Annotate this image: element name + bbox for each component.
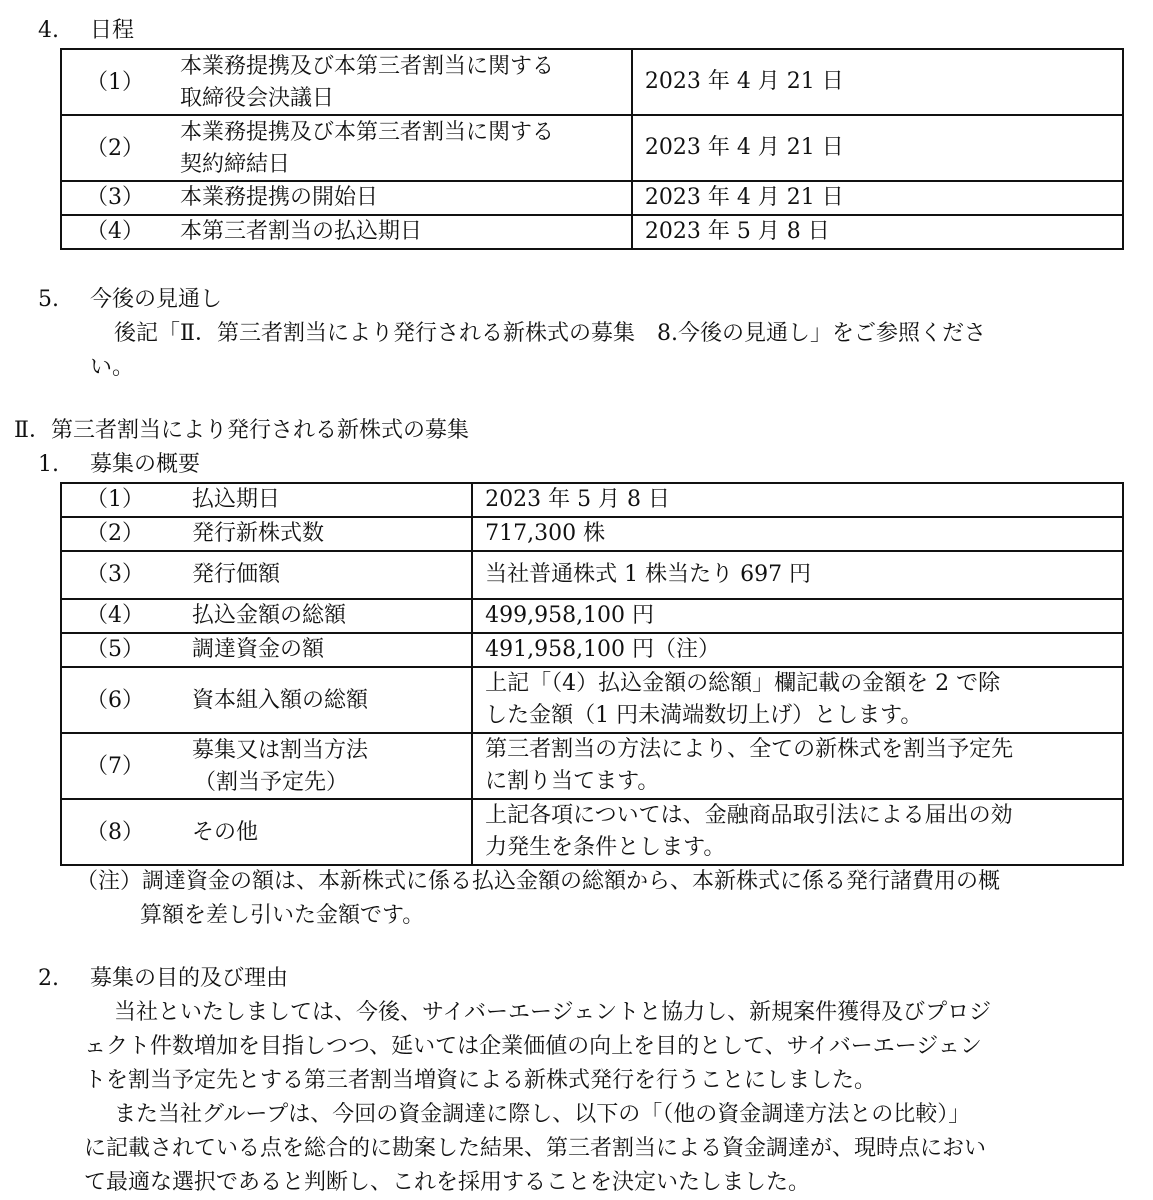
subsection-1-number: 1. <box>38 452 59 477</box>
subsection-2-heading: 募集の目的及び理由 <box>90 966 289 991</box>
overview-row <box>61 633 1123 667</box>
schedule-row <box>61 49 1123 115</box>
schedule-row <box>61 181 1123 215</box>
row-label-line: その他 <box>192 820 259 845</box>
offering-overview-table <box>60 482 1124 866</box>
schedule-table <box>60 48 1124 250</box>
section-4-number: 4. <box>38 18 59 43</box>
row-label-line: 調達資金の額 <box>192 637 325 662</box>
schedule-label-cell <box>61 115 632 181</box>
row-label-line: 取締役会決議日 <box>180 86 335 111</box>
subsection-1-heading: 募集の概要 <box>90 452 201 477</box>
row-label-line: 契約締結日 <box>180 152 291 177</box>
purpose-body-line: て最適な選択であると判断し、これを採用することを決定いたしました。 <box>84 1170 811 1195</box>
row-number: （3） <box>86 185 144 210</box>
section-5-heading: 今後の見通し <box>90 287 223 312</box>
schedule-row <box>61 215 1123 249</box>
row-value-line: 717,300 株 <box>472 517 1123 551</box>
row-label-line: 発行新株式数 <box>192 520 325 546</box>
section-5-body-line: 後記「Ⅱ．第三者割当により発行される新株式の募集 8.今後の見通し」をご参照くださ <box>114 321 986 346</box>
row-number: （5） <box>86 637 144 662</box>
row-value-line: 499,958,100 円 <box>472 599 1123 633</box>
row-label-line: 払込期日 <box>192 486 281 512</box>
section-5-body-line: い。 <box>90 355 135 380</box>
row-label-line: 本業務提携及び本第三者割当に関する <box>180 120 555 145</box>
schedule-label-cell <box>61 215 632 249</box>
row-label-line: （割当予定先） <box>194 770 349 795</box>
purpose-body-line: 当社といたしましては、今後、サイバーエージェントと協力し、新規案件獲得及びプロジ <box>114 1000 992 1025</box>
schedule-date: 2023 年 4 月 21 日 <box>632 115 1123 181</box>
overview-row <box>61 733 1123 799</box>
row-label-line: 募集又は割当方法 <box>192 738 369 763</box>
purpose-body-line: トを割当予定先とする第三者割当増資による新株式発行を行うことにしました。 <box>84 1068 877 1093</box>
schedule-date: 2023 年 4 月 21 日 <box>632 49 1123 115</box>
row-value-line: 上記「（4）払込金額の総額」欄記載の金額を 2 で除 <box>485 671 1001 696</box>
overview-row <box>61 517 1123 551</box>
section-5-number: 5. <box>38 287 59 312</box>
section-4-heading: 日程 <box>90 18 135 43</box>
row-value-line: 当社普通株式 1 株当たり 697 円 <box>472 551 1123 599</box>
purpose-body-line: また当社グループは、今回の資金調達に際し、以下の「（他の資金調達方法との比較）」 <box>114 1102 971 1127</box>
purpose-body-line: ェクト件数増加を目指しつつ、延いては企業価値の向上を目的として、サイバーエージェン <box>84 1034 982 1059</box>
row-label-line: 発行価額 <box>192 562 281 587</box>
row-value-line: 2023 年 5 月 8 日 <box>472 483 1123 517</box>
row-number: （1） <box>86 486 144 512</box>
schedule-row <box>61 115 1123 181</box>
row-label-line: 本業務提携及び本第三者割当に関する <box>180 54 555 79</box>
row-label-line: 本第三者割当の払込期日 <box>180 219 423 244</box>
note-line: 算額を差し引いた金額です。 <box>140 903 425 928</box>
row-value-line: 上記各項については、金融商品取引法による届出の効 <box>485 803 1013 828</box>
row-label-line: 払込金額の総額 <box>192 603 347 628</box>
row-number: （8） <box>86 820 144 845</box>
overview-row <box>61 551 1123 599</box>
row-label-line: 本業務提携の開始日 <box>180 185 379 210</box>
row-value-line: 力発生を条件とします。 <box>485 835 726 860</box>
row-label-line: 資本組入額の総額 <box>192 688 369 713</box>
row-value-line: 第三者割当の方法により、全ての新株式を割当予定先 <box>485 737 1014 762</box>
overview-row <box>61 483 1123 517</box>
purpose-body-line: に記載されている点を総合的に勘案した結果、第三者割当による資金調達が、現時点におい <box>84 1136 987 1161</box>
part-2-heading: Ⅱ．第三者割当により発行される新株式の募集 <box>14 418 469 443</box>
row-number: （4） <box>86 219 144 244</box>
row-number: （7） <box>86 754 144 779</box>
schedule-label-cell <box>61 181 632 215</box>
schedule-date: 2023 年 5 月 8 日 <box>632 215 1123 249</box>
row-number: （6） <box>86 688 144 713</box>
overview-row <box>61 599 1123 633</box>
row-number: （4） <box>86 603 144 628</box>
row-value-line: に割り当てます。 <box>485 769 660 794</box>
row-number: （3） <box>86 562 144 587</box>
note-line: （注）調達資金の額は、本新株式に係る払込金額の総額から、本新株式に係る発行諸費用の概 <box>76 869 1001 894</box>
row-value-line: 491,958,100 円（注） <box>472 633 1123 667</box>
subsection-2-number: 2. <box>38 966 59 991</box>
overview-row <box>61 667 1123 733</box>
row-number: （2） <box>86 520 144 546</box>
schedule-label-cell <box>61 49 632 115</box>
row-value-line: した金額（1 円未満端数切上げ）とします。 <box>485 703 923 728</box>
overview-row <box>61 799 1123 865</box>
row-number: （2） <box>86 136 144 161</box>
row-number: （1） <box>86 70 144 95</box>
schedule-date: 2023 年 4 月 21 日 <box>632 181 1123 215</box>
